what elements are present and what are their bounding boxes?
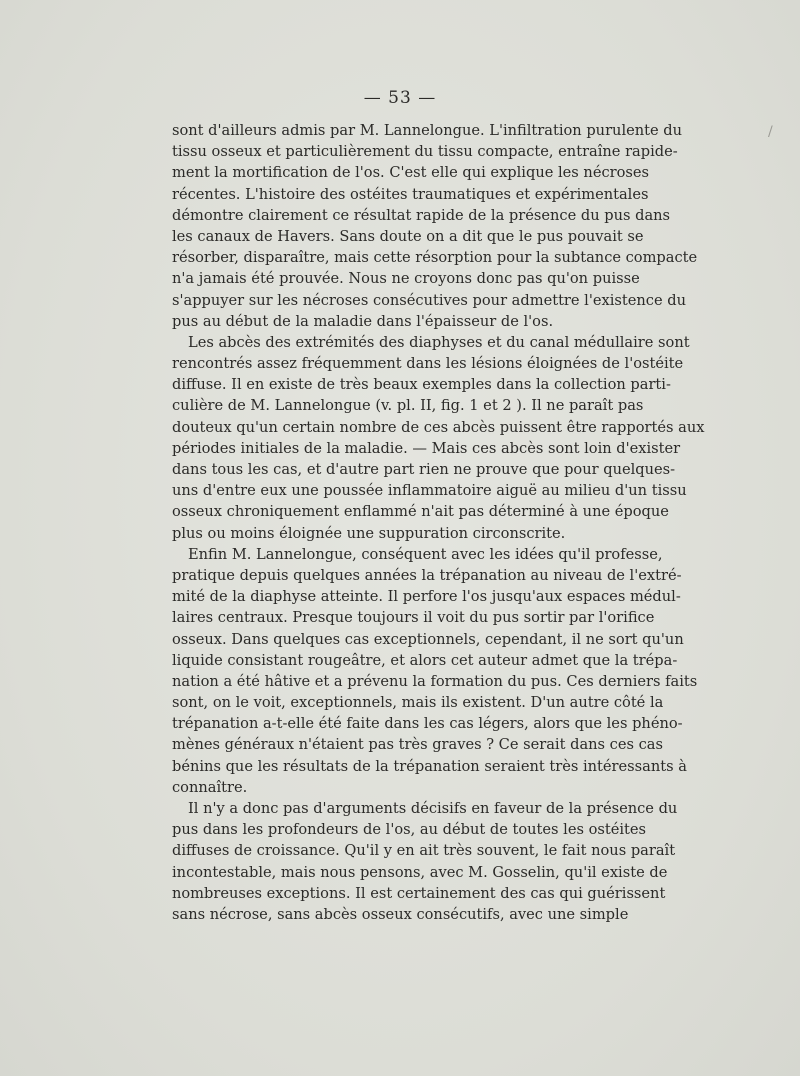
text-line: osseux chroniquement enflammé n'ait pas déterminé à une époque	[172, 503, 669, 521]
text-line: sont d'ailleurs admis par M. Lannelongue. L'infiltration purulente du	[172, 122, 683, 139]
text-line: Enfin M. Lannelongue, conséquent avec les idées qu'il professe,	[188, 545, 663, 563]
text-line: s'appuyer sur les nécroses consécutives pour admettre l'existence du	[172, 291, 686, 309]
text-line: connaître.	[172, 778, 248, 796]
text-line: trépanation a-t-elle été faite dans les cas légers, alors que les phéno-	[172, 715, 683, 733]
text-line: diffuses de croissance. Qu'il y en ait très souvent, le fait nous paraît	[172, 842, 676, 860]
text-line: Les abcès des extrémités des diaphyses et du canal médullaire sont	[188, 333, 690, 351]
text-line: les canaux de Havers. Sans doute on a dit que le pus pouvait se	[172, 227, 644, 245]
text-line: nation a été hâtive et a prévenu la formation du pus. Ces derniers faits	[172, 672, 698, 690]
text-line: pus au début de la maladie dans l'épaisseur de l'os.	[172, 312, 554, 330]
text-line: mité de la diaphyse atteinte. Il perfore l'os jusqu'aux espaces médul-	[172, 588, 681, 606]
text-line: sans nécrose, sans abcès osseux consécutifs, avec une simple	[172, 905, 629, 923]
text-line: périodes initiales de la maladie. — Mais ces abcès sont loin d'exister	[172, 439, 681, 457]
text-line: plus ou moins éloignée une suppuration circonscrite.	[172, 524, 566, 542]
text-line: uns d'entre eux une poussée inflammatoire aiguë au milieu d'un tissu	[172, 482, 687, 500]
text-line: pratique depuis quelques années la trépanation au niveau de l'extré-	[172, 566, 682, 584]
text-line: osseux. Dans quelques cas exceptionnels, cependant, il ne sort qu'un	[172, 630, 684, 648]
text-line: ment la mortification de l'os. C'est elle qui explique les nécroses	[172, 164, 650, 182]
text-line: rencontrés assez fréquemment dans les lésions éloignées de l'ostéite	[172, 355, 684, 373]
text-line: nombreuses exceptions. Il est certainement des cas qui guérissent	[172, 884, 666, 902]
paragraph-4	[172, 798, 678, 925]
paragraph-2	[172, 332, 705, 544]
text-line: mènes généraux n'étaient pas très graves ? Ce serait dans ces cas	[172, 736, 663, 754]
page-number: — 53 —	[363, 88, 437, 108]
margin-mark: /	[768, 124, 773, 140]
paragraph-3	[172, 544, 698, 798]
text-line: douteux qu'un certain nombre de ces abcès puissent être rapportés aux	[172, 418, 705, 436]
text-line: culière de M. Lannelongue (v. pl. II, fig. 1 et 2 ). Il ne paraît pas	[172, 397, 644, 415]
text-line: récentes. L'histoire des ostéites traumatiques et expérimentales	[172, 185, 649, 203]
text-line: diffuse. Il en existe de très beaux exemples dans la collection parti-	[172, 376, 671, 394]
text-line: sont, on le voit, exceptionnels, mais ils existent. D'un autre côté la	[172, 694, 664, 712]
text-line: pus dans les profondeurs de l'os, au début de toutes les ostéites	[172, 821, 647, 839]
text-line: Il n'y a donc pas d'arguments décisifs en faveur de la présence du	[188, 800, 678, 817]
paragraph-1	[172, 120, 698, 332]
body-text	[172, 120, 705, 925]
text-line: résorber, disparaître, mais cette résorption pour la subtance compacte	[172, 249, 698, 267]
text-line: liquide consistant rougeâtre, et alors cet auteur admet que la trépa-	[172, 651, 678, 669]
text-line: tissu osseux et particulièrement du tissu compacte, entraîne rapide-	[172, 143, 678, 161]
text-line: démontre clairement ce résultat rapide de la présence du pus dans	[172, 206, 671, 224]
text-line: n'a jamais été prouvée. Nous ne croyons donc pas qu'on puisse	[172, 270, 640, 288]
text-line: incontestable, mais nous pensons, avec M. Gosselin, qu'il existe de	[172, 863, 668, 881]
text-line: laires centraux. Presque toujours il voit du pus sortir par l'orifice	[172, 609, 655, 627]
text-line: bénins que les résultats de la trépanation seraient très intéressants à	[172, 757, 687, 775]
text-line: dans tous les cas, et d'autre part rien ne prouve que pour quelques-	[172, 461, 676, 478]
